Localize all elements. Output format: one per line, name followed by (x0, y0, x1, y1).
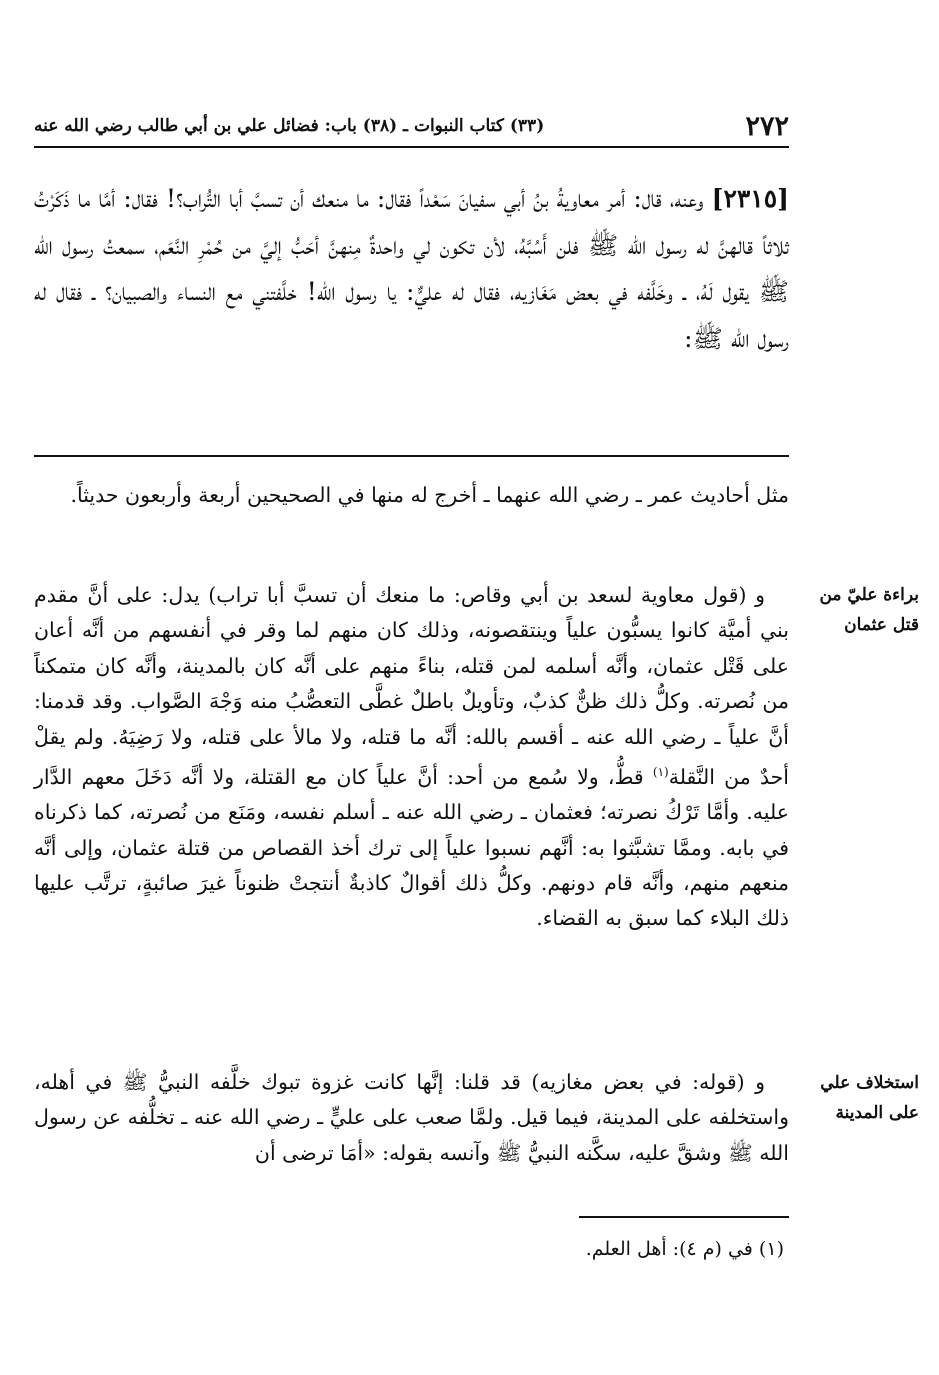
commentary-paragraph-1-text: مثل أحاديث عمر ـ رضي الله عنهما ـ أخرج له منها في الصحيحين أربعة وأربعون حديثاً. (70, 483, 789, 507)
margin-heading-ali-innocence: براءة عليّ من قتل عثمان (819, 585, 919, 635)
page-number: ٢٧٢ (745, 110, 789, 142)
hadith-body: وعنه، قال: أمر معاويةُ بنُ أبي سفيانَ سَعْداً فقال: ما منعك أن تسبَّ أبا التُّراب؟! فقال: أمَّا ما ذَكَرْتُ ثلاثاً قالهنَّ له رسول الله ﷺ فلن أَسُبَّهُ، لأن تكون لي واحدةٌ مِنهنَّ أحَبُّ إليَّ من حُمْرِ النَّعَم، سمعتُ رسول الله ﷺ يقول لَهُ، ـ وخَلَّفه في بعض مَغَازيه، فقال له عليٌّ: يا رسول الله! خلَّفتني مع النساء والصبيان؟ ـ فقال له رسول الله ﷺ: (34, 184, 789, 353)
hadith-number: [٢٣١٥] (711, 184, 789, 213)
header-divider (34, 146, 789, 148)
commentary-paragraph-2-text-a: و (قول معاوية لسعد بن أبي وقاص: ما منعك أن تسبَّ أبا تراب) يدل: على أنَّ مقدم بني أميَّة كانوا يسبُّون علياً وينتقصونه، وذلك كان منهم لما وقر في أنفسهم من أنَّه أعان على قَتْل عثمان، وأنَّه أسلمه لمن قتله، بناءً منهم على أنَّه كان بالمدينة، وأنَّه كان متمكناً من نُصرته. وكلُّ ذلك ظنٌّ كذبٌ، وتأويلٌ باطلٌ غطَّى التعصُّبُ منه وَجْهَ الصَّواب. وقد قدمنا: أنَّ علياً ـ رضي الله عنه ـ أقسم بالله: أنَّه ما قتله، ولا مالأ على قتله، ولا رَضِيَهُ. ولم يقلْ أحدٌ من النَّقلة (34, 583, 789, 789)
hadith-text (34, 176, 789, 362)
running-title: (٣٣) كتاب النبوات ـ (٣٨) باب: فضائل علي بن أبي طالب رضي الله عنه (34, 116, 545, 136)
footnote-divider (579, 1216, 789, 1218)
footnote: (١) في (م ٤): أهل العلم. (585, 1238, 784, 1260)
commentary-paragraph-2 (34, 578, 789, 937)
page-header (34, 108, 789, 144)
footnote-marker: (١) (652, 765, 669, 780)
commentary-paragraph-1 (34, 478, 789, 513)
commentary-paragraph-3-text: و (قوله: في بعض مغازيه) قد قلنا: إنَّها كانت غزوة تبوك خلَّفه النبيُّ ﷺ في أهله، واستخلفه على المدينة، فيما قيل. ولمَّا صعب على عليٍّ ـ رضي الله عنه ـ تخلُّفه عن رسول الله ﷺ وشقَّ عليه، سكَّنه النبيُّ ﷺ وآنسه بقوله: «أمَا ترضى أن (34, 1070, 789, 1165)
margin-heading-ali-deputy: استخلاف علي على المدينة (820, 1073, 919, 1123)
commentary-paragraph-3 (34, 1065, 789, 1171)
commentary-divider (34, 455, 789, 457)
commentary-paragraph-2-text-b: قطُّ، ولا سُمع من أحد: أنَّ علياً كان مع القتلة، ولا أنَّه دَخَلَ معهم الدَّار عليه. وأمَّا تَرْكُ نصرته؛ فعثمان ـ رضي الله عنه ـ أسلم نفسه، ومَنَع من نُصرته، كما ذكرناه في بابه. وممَّا تشبَّثوا به: أنَّهم نسبوا علياً إلى ترك أخذ القصاص من قتلة عثمان، وإلى أنَّه منعهم منهم، وأنَّه قام دونهم. وكلُّ ذلك أقوالٌ كاذبةٌ أنتجتْ ظنوناً غيرَ صائبةٍ، ترتَّب عليها ذلك البلاء كما سبق به القضاء. (34, 764, 789, 931)
